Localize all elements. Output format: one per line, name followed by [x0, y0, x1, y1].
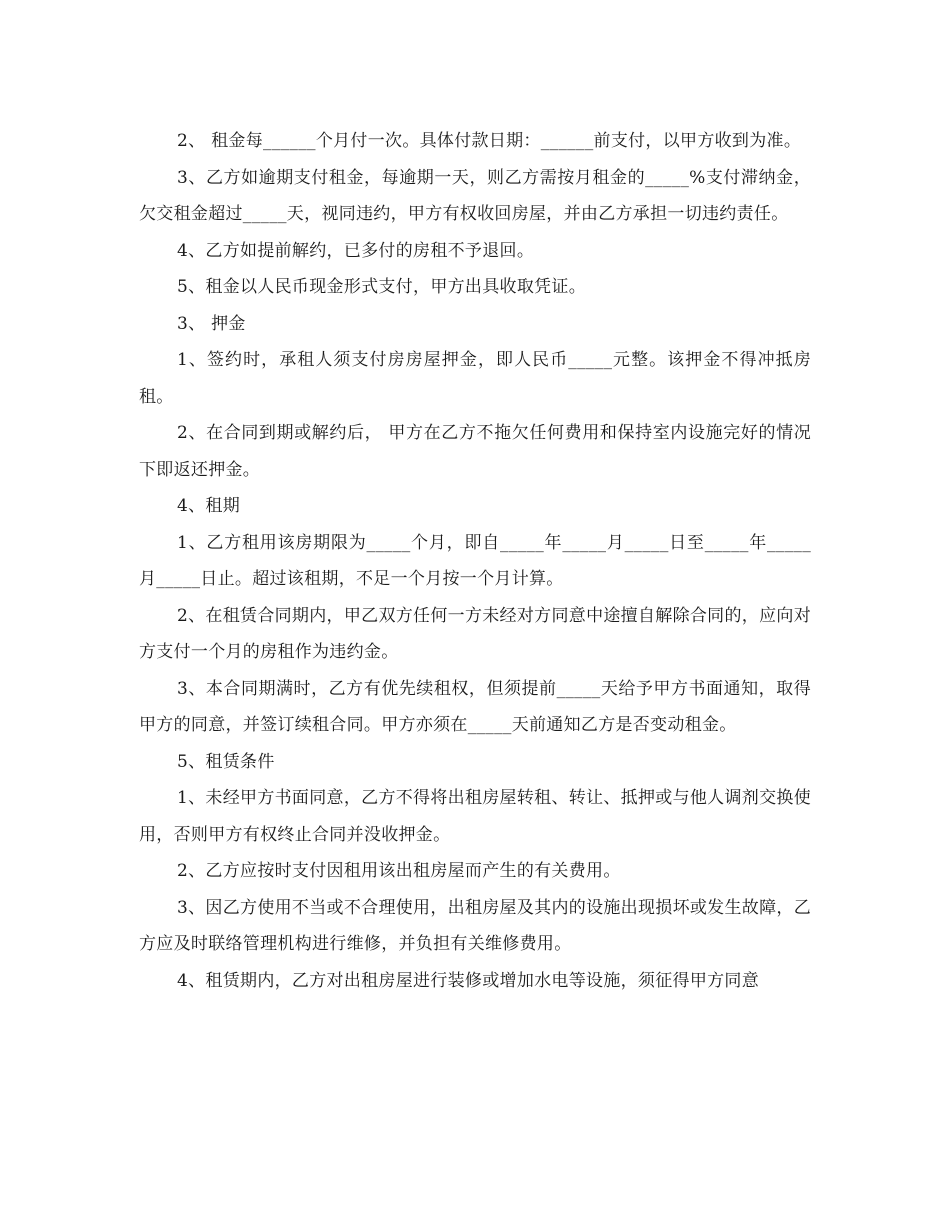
section-heading-deposit: 3、 押金 [177, 313, 246, 334]
paragraph-breach-penalty: 2、在租赁合同期内，甲乙双方任何一方未经对方同意中途擅自解除合同的，应向对方支付一个月的房租作为违约金。 [139, 605, 811, 662]
paragraph-payment-method: 5、租金以人民币现金形式支付，甲方出具收取凭证。 [177, 277, 587, 297]
paragraph-lease-period: 1、乙方租用该房期限为_____个月，即自_____年_____月_____日至_____年_____月_____日止。超过该租期，不足一个月按一个月计算。 [139, 532, 811, 589]
paragraph-deposit-return: 2、在合同到期或解约后， 甲方在乙方不拖欠任何费用和保持室内设施完好的情况下即返还押金。 [139, 423, 811, 480]
section-heading-lease-conditions: 5、租赁条件 [177, 751, 275, 772]
paragraph-early-termination-refund: 4、乙方如提前解约，已多付的房租不予退回。 [177, 240, 535, 261]
paragraph-late-payment-penalty: 3、乙方如逾期支付租金，每逾期一天，则乙方需按月租金的_____%支付滞纳金，欠交租金超过_____天，视同违约，甲方有权收回房屋，并由乙方承担一切违约责任。 [139, 167, 811, 224]
paragraph-deposit-amount: 1、签约时，承租人须支付房房屋押金，即人民币_____元整。该押金不得冲抵房租。 [139, 350, 811, 407]
paragraph-rent-payment-frequency: 2、 租金每______个月付一次。具体付款日期：______前支付，以甲方收到为准。 [177, 131, 802, 151]
paragraph-renovation-consent: 4、租赁期内，乙方对出租房屋进行装修或增加水电等设施，须征得甲方同意 [177, 970, 760, 991]
section-heading-lease-term: 4、租期 [177, 496, 241, 516]
paragraph-renewal-priority: 3、本合同期满时，乙方有优先续租权，但须提前_____天给予甲方书面通知，取得甲方的同意，并签订续租合同。甲方亦须在_____天前通知乙方是否变动租金。 [139, 678, 811, 735]
paragraph-related-fees: 2、乙方应按时支付因租用该出租房屋而产生的有关费用。 [177, 861, 621, 881]
document-body [139, 123, 811, 999]
paragraph-sublease-prohibition: 1、未经甲方书面同意，乙方不得将出租房屋转租、转让、抵押或与他人调剂交换使用，否则甲方有权终止合同并没收押金。 [139, 788, 811, 845]
paragraph-damage-repair: 3、因乙方使用不当或不合理使用，出租房屋及其内的设施出现损坏或发生故障，乙方应及时联络管理机构进行维修，并负担有关维修费用。 [139, 897, 811, 954]
